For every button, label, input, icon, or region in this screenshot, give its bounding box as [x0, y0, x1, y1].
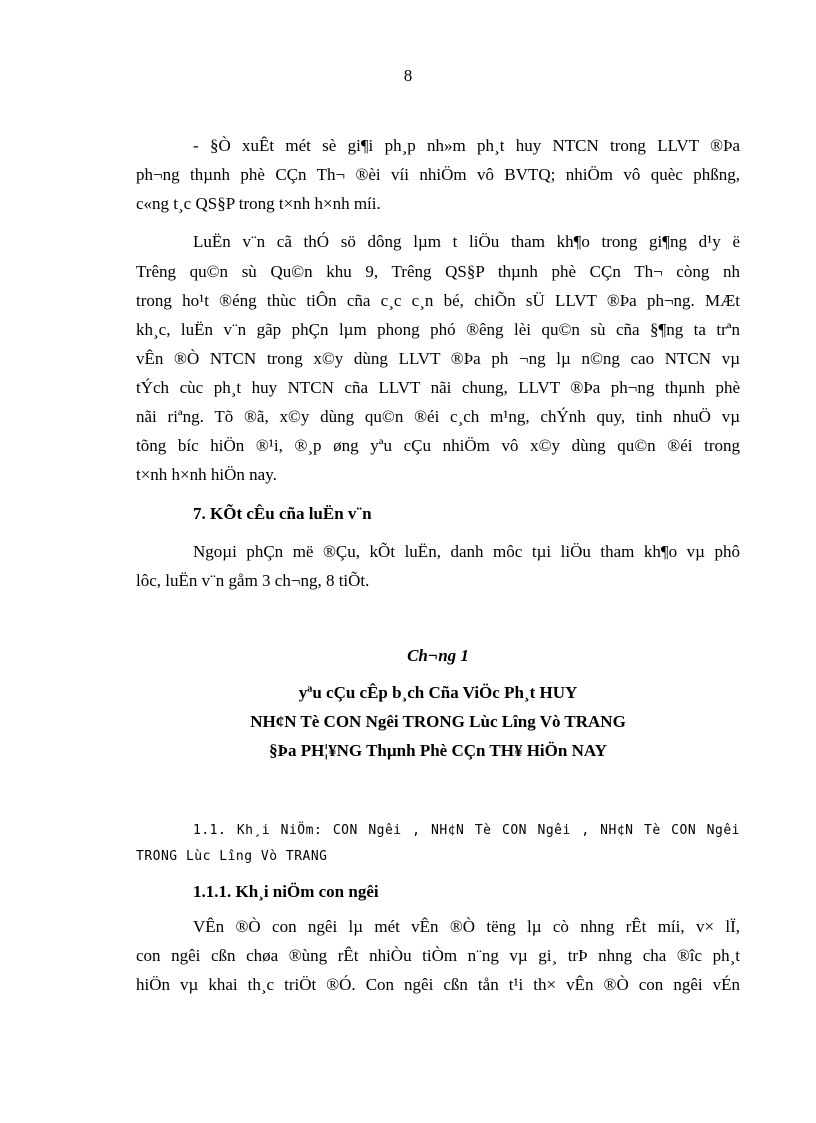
paragraph-line: Trêng qu©n sù Qu©n khu 9, Trêng QS§P thµnh phè CÇn Th¬ còng nh — [136, 262, 740, 281]
paragraph-line: kh¸c, luËn v¨n gãp phÇn lµm phong phó ®êng lèi qu©n sù cña §¶ng ta trªn — [136, 320, 740, 339]
paragraph-line: t×nh h×nh hiÖn nay. — [136, 465, 277, 484]
paragraph-line: ph¬ng thµnh phè CÇn Th¬ ®èi víi nhiÖm vô BVTQ; nhiÖm vô quèc phßng, — [136, 165, 740, 184]
paragraph-line: LuËn v¨n cã thÓ sö dông lµm t liÖu tham kh¶o trong gi¶ng d¹y ë — [193, 232, 740, 251]
section-heading-line: TRONG Lùc Lîng Vò TRANG — [136, 849, 328, 864]
paragraph-line: con ngêi cßn chøa ®ùng rÊt nhiÒu tiÒm n¨ng vµ gi¸ trÞ nhng cha ®îc ph¸t — [136, 946, 740, 965]
chapter-title-line: yªu cÇu cÊp b¸ch Cña ViÖc Ph¸t HUY — [298, 683, 578, 702]
paragraph-line: tÝch cùc ph¸t huy NTCN cña LLVT nãi chung, LLVT ®Þa ph¬ng thµnh phè — [136, 378, 740, 397]
page-number: 8 — [403, 66, 413, 85]
paragraph-line: trong ho¹t ®éng thùc tiÔn cña c¸c c¸n bé, chiÕn sÜ LLVT ®Þa ph¬ng. MÆt — [136, 291, 740, 310]
chapter-title-line: §Þa PH¦¥NG Thµnh Phè CÇn TH¥ HiÖn NAY — [269, 741, 607, 760]
chapter-title-line: NH¢N Tè CON Ngêi TRONG Lùc Lîng Vò TRANG — [250, 712, 626, 731]
section-heading-structure: 7. KÕt cÊu cña luËn v¨n — [193, 504, 372, 523]
paragraph-line: c«ng t¸c QS§P trong t×nh h×nh míi. — [136, 194, 381, 213]
paragraph-line: - §Ò xuÊt mét sè gi¶i ph¸p nh»m ph¸t huy NTCN trong LLVT ®Þa — [193, 136, 740, 155]
subsection-heading: 1.1.1. Kh¸i niÖm con ngêi — [193, 882, 379, 901]
paragraph-line: lôc, luËn v¨n gåm 3 ch¬ng, 8 tiÕt. — [136, 571, 370, 590]
paragraph-line: Ngoµi phÇn më ®Çu, kÕt luËn, danh môc tµi liÖu tham kh¶o vµ phô — [193, 542, 740, 561]
paragraph-line: VÊn ®Ò con ngêi lµ mét vÊn ®Ò tëng lµ cò nhng rÊt míi, v× lÏ, — [193, 917, 740, 936]
section-heading-line: 1.1. Kh¸i NiÖm: CON Ngêi , NH¢N Tè CON Ngêi , NH¢N Tè CON Ngêi — [193, 823, 740, 838]
paragraph-line: vÊn ®Ò NTCN trong x©y dùng LLVT ®Þa ph ¬ng lµ n©ng cao NTCN vµ — [136, 349, 740, 368]
paragraph-line: hiÖn vµ khai th¸c triÖt ®Ó. Con ngêi cßn tån t¹i th× vÊn ®Ò con ngêi vÉn — [136, 975, 740, 994]
paragraph-line: tõng bíc hiÖn ®¹i, ®¸p øng yªu cÇu nhiÖm vô x©y dùng qu©n ®éi trong — [136, 436, 740, 455]
paragraph-line: nãi riªng. Tõ ®ã, x©y dùng qu©n ®éi c¸ch m¹ng, chÝnh quy, tinh nhuÖ vµ — [136, 407, 740, 426]
chapter-label: Ch¬ng 1 — [407, 646, 469, 665]
